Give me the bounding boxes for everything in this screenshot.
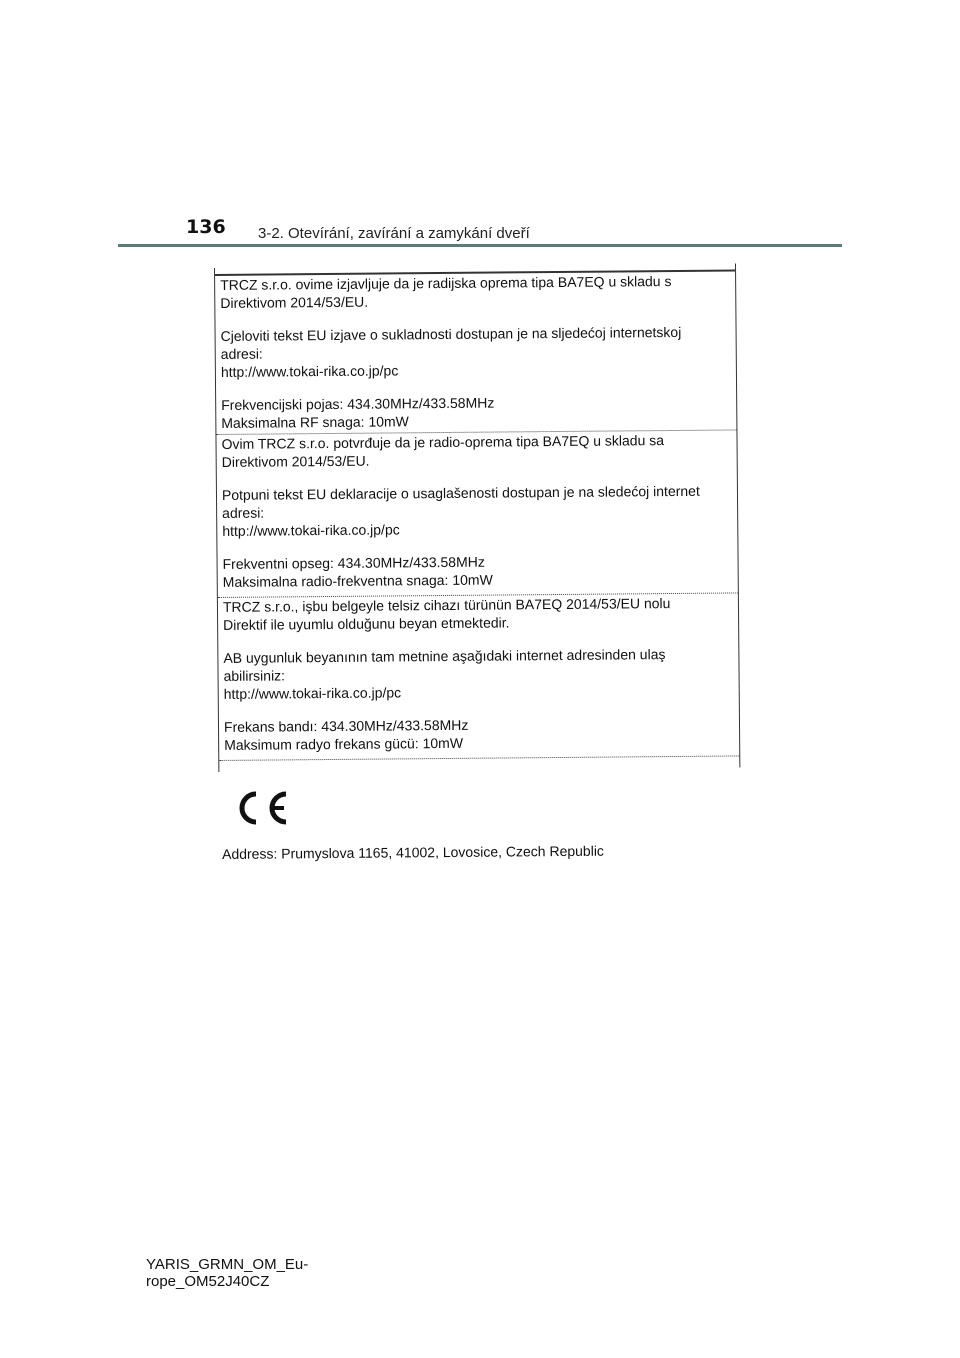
header-rule [118, 244, 842, 247]
text-line: Potpuni tekst EU deklaracije o usaglašenosti dostupan je na sledećoj internet [221, 482, 700, 503]
text-line: Frekvencijski pojas: 434.30MHz/433.58MHz [221, 394, 495, 413]
decl-paragraph [221, 322, 736, 380]
declaration-turkish [218, 593, 739, 754]
text-line: adresi: [222, 504, 265, 521]
decl-paragraph [220, 271, 735, 311]
page-number: 136 [186, 216, 226, 238]
declaration-scan-box [214, 263, 740, 772]
text-line: Frekventni opseg: 434.30MHz/433.58MHz [222, 553, 485, 572]
decl-paragraph [223, 644, 738, 702]
text-line: Direktivom 2014/53/EU. [221, 452, 370, 470]
text-line: Direktif ile uyumlu olduğunu beyan etmektedir. [223, 614, 510, 633]
document-code [146, 1256, 308, 1290]
text-line: Frekans bandı: 434.30MHz/433.58MHz [223, 716, 469, 735]
section-title: 3-2. Otevírání, zavírání a zamykání dveří [258, 225, 530, 242]
text-line: Maksimalna RF snaga: 10mW [221, 413, 409, 431]
decl-paragraph [224, 713, 739, 753]
ce-mark-icon [232, 788, 290, 828]
text-line: TRCZ s.r.o. ovime izjavljuje da je radijska oprema tipa BA7EQ u skladu s [220, 273, 672, 293]
declaration-croatian [215, 271, 736, 432]
decl-paragraph [221, 430, 736, 470]
url-text: http://www.tokai-rika.co.jp/pc [223, 684, 402, 702]
text-line: abilirsiniz: [223, 667, 286, 684]
decl-paragraph [223, 550, 738, 590]
text-line: TRCZ s.r.o., işbu belgeyle telsiz cihazı türünün BA7EQ 2014/53/EU nolu [222, 595, 671, 615]
text-line: AB uygunluk beyanının tam metnine aşağıdaki internet adresinden ulaş [223, 646, 666, 666]
address-text: Address: Prumyslova 1165, 41002, Lovosice, Czech Republic [222, 842, 604, 862]
declaration-serbian [216, 430, 737, 591]
url-text: http://www.tokai-rika.co.jp/pc [220, 362, 399, 380]
text-line: Maksimalna radio-frekventna snaga: 10mW [222, 571, 493, 590]
text-line: adresi: [220, 345, 263, 362]
decl-paragraph [221, 391, 736, 431]
decl-paragraph [223, 593, 738, 633]
text-line: Ovim TRCZ s.r.o. potvrđuje da je radio-oprema tipa BA7EQ u skladu sa [221, 432, 665, 452]
dotted-divider [219, 755, 739, 761]
text-line: Direktivom 2014/53/EU. [220, 293, 369, 311]
document-code-line: YARIS_GRMN_OM_Eu- [146, 1256, 309, 1273]
text-line: Maksimum radyo frekans gücü: 10mW [224, 734, 464, 753]
decl-paragraph [222, 481, 737, 539]
text-line: Cjeloviti tekst EU izjave o sukladnosti dostupan je na sljedećoj internetskoj [220, 323, 682, 344]
url-text: http://www.tokai-rika.co.jp/pc [222, 521, 400, 539]
document-code-line: rope_OM52J40CZ [146, 1273, 270, 1290]
